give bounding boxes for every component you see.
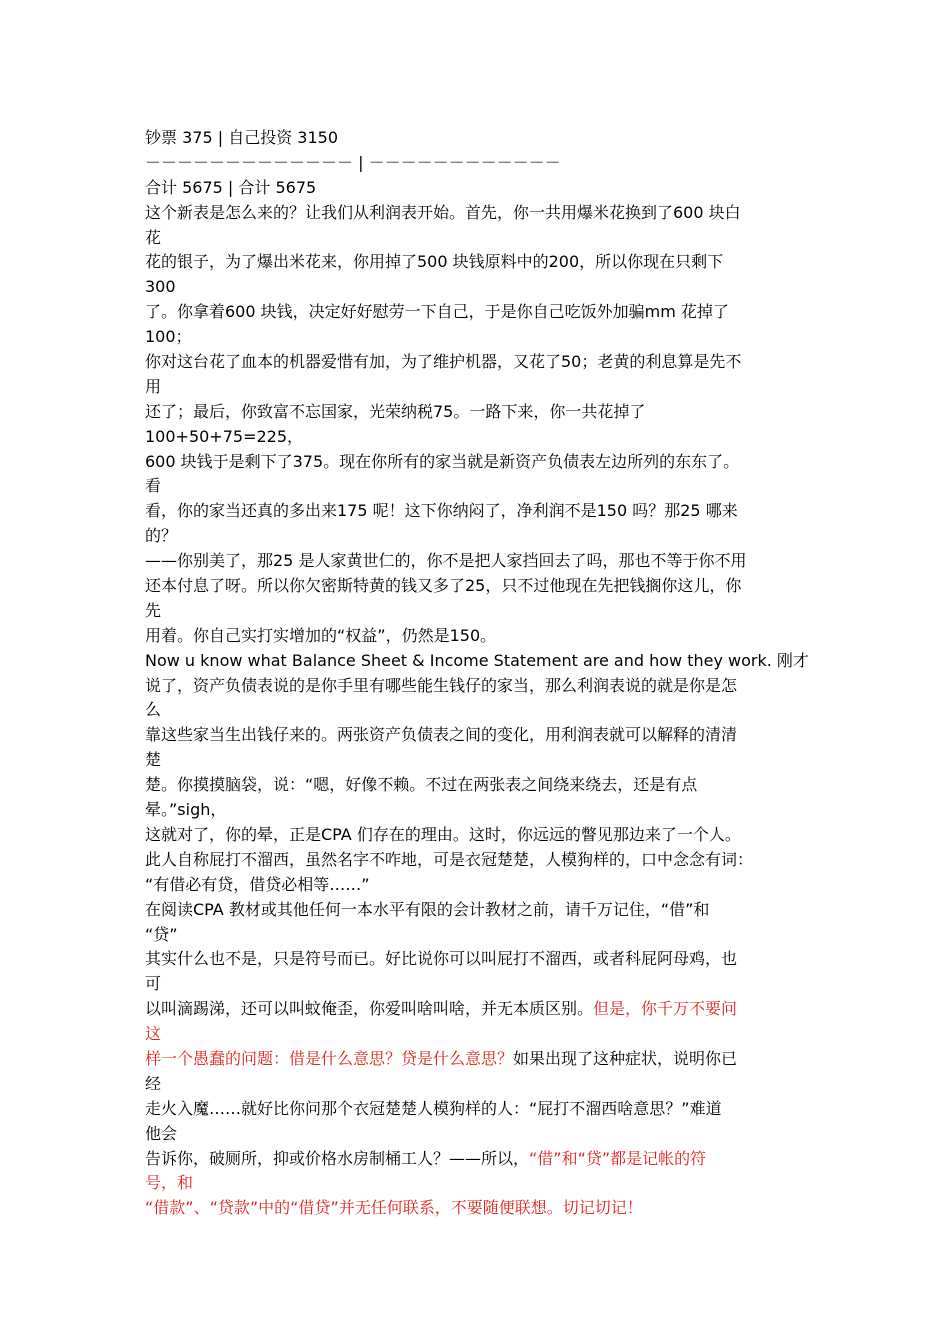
text-line (145, 1022, 815, 1047)
text-segment: 还了；最后，你致富不忘国家，光荣纳税75。一路下来，你一共花掉了 (145, 401, 646, 421)
highlighted-text: 样一个愚蠢的问题：借是什么意思？贷是什么意思？ (145, 1048, 514, 1068)
text-line (145, 151, 815, 176)
text-line (145, 649, 815, 674)
text-line (145, 698, 815, 723)
text-segment: “贷” (145, 924, 178, 944)
text-line (145, 773, 815, 798)
text-segment: 靠这些家当生出钱仔来的。两张资产负债表之间的变化，用利润表就可以解释的清清 (145, 725, 738, 745)
text-segment: 楚。你摸摸脑袋，说：“嗯，好像不赖。不过在两张表之间绕来绕去，还是有点 (145, 775, 698, 795)
text-line (145, 350, 815, 375)
text-segment: 钞票 375 | 自己投资 3150 (145, 128, 338, 147)
text-segment: 的？ (145, 526, 178, 546)
text-line (145, 425, 815, 450)
text-segment: 看 (145, 476, 162, 496)
text-line (145, 275, 815, 300)
text-segment: 么 (145, 700, 162, 720)
text-segment: 合计 5675 | 合计 5675 (145, 177, 317, 197)
text-line (145, 375, 815, 400)
text-segment: 100； (145, 327, 192, 347)
text-segment: 这个新表是怎么来的？让我们从利润表开始。首先，你一共用爆米花换到了600 块白 (145, 202, 741, 222)
text-segment: 600 块钱于是剩下了375。现在你所有的家当就是新资产负债表左边所列的东东了。 (145, 451, 740, 471)
text-line (145, 923, 815, 948)
text-segment: 可 (145, 974, 162, 994)
document-body (145, 126, 815, 1221)
text-line (145, 450, 815, 475)
text-line (145, 499, 815, 524)
text-line (145, 748, 815, 773)
text-line (145, 226, 815, 251)
text-line (145, 1147, 815, 1172)
text-line (145, 201, 815, 226)
text-line (145, 1171, 815, 1196)
text-line (145, 972, 815, 997)
text-segment: 看，你的家当还真的多出来175 呢！这下你纳闷了，净利润不是150 吗？那25 哪来 (145, 501, 738, 521)
text-line (145, 723, 815, 748)
text-line (145, 176, 815, 201)
text-line (145, 624, 815, 649)
text-segment: 你对这台花了血本的机器爱惜有加，为了维护机器，又花了50；老黄的利息算是先不 (145, 352, 742, 372)
text-line (145, 674, 815, 699)
text-segment: 说了，资产负债表说的是你手里有哪些能生钱仔的家当，那么利润表说的就是你是怎 (145, 675, 738, 695)
text-segment: 先 (145, 600, 162, 620)
text-line (145, 1196, 815, 1221)
text-segment: 经 (145, 1073, 162, 1093)
text-segment: 用 (145, 376, 162, 396)
highlighted-text: “借款”、“贷款”中的“借贷”并无任何联系，不要随便联想。切记切记！ (145, 1198, 643, 1218)
text-segment: 晕。”sigh， (145, 800, 227, 820)
text-line (145, 574, 815, 599)
text-line (145, 325, 815, 350)
text-segment: 告诉你，破厕所，抑或价格水房制桶工人？——所以， (145, 1148, 530, 1168)
text-line (145, 997, 815, 1022)
text-segment: 走火入魔……就好比你问那个衣冠楚楚人模狗样的人：“屁打不溜西啥意思？”难道 (145, 1098, 722, 1118)
text-line (145, 400, 815, 425)
text-line (145, 1122, 815, 1147)
text-segment: ——你别美了，那25 是人家黄世仁的，你不是把人家挡回去了吗，那也不等于你不用 (145, 551, 747, 571)
text-line (145, 898, 815, 923)
text-segment: Now u know what Balance Sheet & Income Statement are and how they work. 刚才 (145, 650, 809, 670)
text-segment: 还本付息了呀。所以你欠密斯特黄的钱又多了25，只不过他现在先把钱搁你这儿，你 (145, 576, 742, 596)
text-segment: 以叫滴踢涕，还可以叫蚊俺歪，你爱叫啥叫啥，并无本质区别。 (145, 999, 594, 1019)
text-line (145, 823, 815, 848)
text-segment: 了。你拿着600 块钱，决定好好慰劳一下自己，于是你自己吃饭外加骗mm 花掉了 (145, 302, 729, 322)
text-line (145, 1047, 815, 1072)
text-segment: 用着。你自己实打实增加的“权益”，仍然是150。 (145, 625, 497, 645)
text-segment: 他会 (145, 1123, 178, 1143)
text-line (145, 599, 815, 624)
text-line (145, 300, 815, 325)
text-segment: “有借必有贷，借贷必相等……” (145, 874, 370, 894)
text-line (145, 848, 815, 873)
text-line (145, 250, 815, 275)
text-segment: 300 (145, 277, 176, 297)
text-segment: 其实什么也不是，只是符号而已。好比说你可以叫屁打不溜西，或者科屁阿母鸡，也 (145, 949, 738, 969)
text-segment: 花 (145, 227, 162, 247)
highlighted-text: 号，和 (145, 1173, 194, 1193)
text-line (145, 474, 815, 499)
text-line (145, 549, 815, 574)
text-line (145, 126, 815, 151)
text-line (145, 947, 815, 972)
text-segment: 此人自称屁打不溜西，虽然名字不咋地，可是衣冠楚楚，人模狗样的，口中念念有词： (145, 849, 754, 869)
text-segment: 如果出现了这种症状，说明你已 (513, 1048, 738, 1068)
highlighted-text: “借”和“贷”都是记帐的符 (529, 1148, 707, 1168)
text-segment: 100+50+75=225， (145, 426, 304, 446)
text-line (145, 1097, 815, 1122)
text-line (145, 873, 815, 898)
text-segment: 楚 (145, 750, 162, 770)
text-line (145, 798, 815, 823)
highlighted-text: 这 (145, 1024, 162, 1044)
text-line (145, 1072, 815, 1097)
text-segment: 这就对了，你的晕，正是CPA 们存在的理由。这时，你远远的瞥见那边来了一个人。 (145, 824, 741, 844)
text-segment: 在阅读CPA 教材或其他任何一本水平有限的会计教材之前，请千万记住，“借”和 (145, 899, 710, 919)
text-segment: －－－－－－－－－－－－－ | －－－－－－－－－－－－ (145, 152, 561, 172)
text-line (145, 524, 815, 549)
highlighted-text: 但是，你千万不要问 (593, 999, 738, 1019)
text-segment: 花的银子，为了爆出米花来，你用掉了500 块钱原料中的200，所以你现在只剩下 (145, 252, 724, 272)
